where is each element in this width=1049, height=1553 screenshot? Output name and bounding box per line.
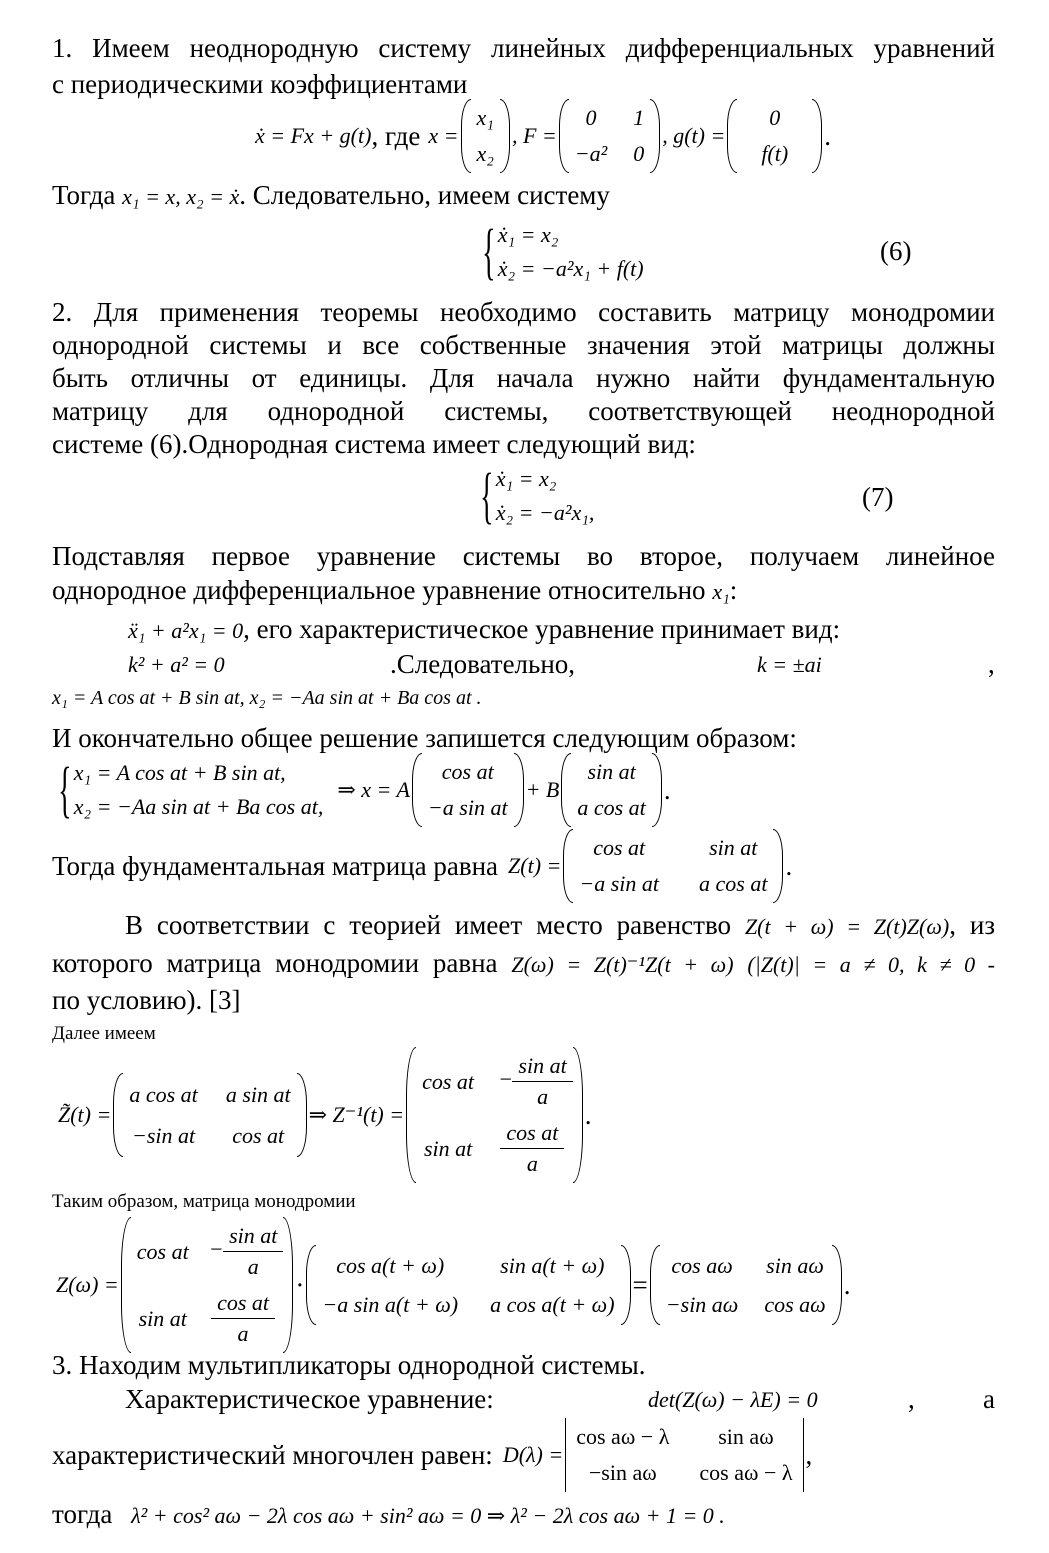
- equation-row: x₁ = A cos at + B sin at,: [73, 760, 286, 785]
- math: Z̃(t) =: [58, 1102, 112, 1127]
- text: В соответствии с теорией имеет место равенство: [125, 910, 732, 940]
- matrix-g: [727, 99, 822, 173]
- denominator: a: [223, 1251, 283, 1282]
- paren-right: [500, 99, 510, 173]
- numerator: cos at: [506, 1120, 559, 1145]
- equation-row: ẋ₁ = x₂: [495, 466, 557, 491]
- paren-right: [812, 99, 822, 173]
- paren-right: [832, 1245, 842, 1325]
- text-line: [52, 1499, 725, 1531]
- math: det(Z(ω) − λE) = 0: [648, 1387, 818, 1412]
- denominator: a: [500, 1148, 564, 1179]
- paren-right: [621, 1245, 631, 1325]
- matrix: [561, 753, 661, 827]
- text: Тогда фундаментальная матрица равна: [52, 851, 499, 881]
- math: x =: [428, 123, 459, 148]
- text: .: [843, 1270, 851, 1300]
- equation-row: ẋ₁ = x₂: [497, 222, 559, 247]
- cell: a cos a(t + ω): [490, 1291, 615, 1317]
- cell: f(t): [761, 141, 789, 166]
- cell: sin at: [423, 1135, 473, 1161]
- cell: 0: [633, 141, 645, 166]
- cell: 1: [633, 105, 645, 130]
- text: Характеристическое уравнение:: [125, 1384, 494, 1414]
- fraction: [518, 1051, 566, 1112]
- matrix: [412, 753, 524, 827]
- text: :: [729, 575, 738, 605]
- math: , F =: [511, 123, 557, 148]
- text-line: однородной системы и все собственные значения этой матрицы должны: [52, 330, 995, 360]
- text-line: Далее имеем: [52, 1023, 156, 1044]
- cell: a cos at: [577, 795, 646, 820]
- cell: −sin at: [132, 1122, 196, 1148]
- cell: −a²: [574, 141, 608, 166]
- inverse-matrix-equation: [58, 1054, 591, 1176]
- cell: sin aω: [766, 1252, 824, 1278]
- paren-right: [283, 1217, 293, 1353]
- cell: sin a(t + ω): [500, 1252, 605, 1278]
- cell: cos at: [593, 835, 646, 860]
- math: ·: [295, 1270, 305, 1300]
- matrix: [306, 1245, 630, 1325]
- paren-left: [727, 99, 737, 173]
- matrix: [113, 1073, 306, 1157]
- matrix-inverse: [406, 1047, 583, 1183]
- matrix-x: [461, 99, 510, 173]
- paren-left: [650, 1245, 660, 1325]
- cell: cos at: [136, 1238, 189, 1264]
- cell: cos at: [422, 1068, 475, 1094]
- denominator: a: [512, 1081, 572, 1112]
- numerator: sin at: [518, 1053, 567, 1078]
- text-line: по условию). [3]: [52, 985, 241, 1015]
- paren-right: [650, 99, 660, 173]
- equation-row: ẋ₂ = −a²x₁ + f(t): [497, 256, 644, 281]
- cell: cos at: [232, 1122, 285, 1148]
- cell: sin at: [709, 835, 758, 860]
- text-line: И окончательно общее решение запишется следующим образом:: [52, 723, 797, 753]
- cell: cos aω: [671, 1252, 733, 1278]
- text-line: Таким образом, матрица монодромии: [52, 1191, 356, 1212]
- cell: cos aω: [764, 1291, 826, 1317]
- text: . Следовательно, имеем систему: [239, 180, 610, 210]
- cell: −a sin at: [427, 795, 508, 820]
- sign: −: [498, 1066, 513, 1092]
- text-line: 1. Имеем неоднородную систему линейных дифференциальных уравнений: [52, 33, 995, 63]
- math: =: [632, 1270, 648, 1300]
- paren-left: [461, 99, 471, 173]
- paren-right: [573, 1047, 583, 1183]
- text: , из: [949, 910, 996, 940]
- text-line: быть отличны от единицы. Для начала нужно найти фундаментальную: [52, 363, 995, 393]
- monodromy-matrix-equation: [56, 1224, 850, 1346]
- text: , где: [371, 121, 421, 151]
- text: ,: [988, 649, 995, 679]
- math: x₁ = A cos at + B sin at, x₂ = −Aa sin at + Ba cos at .: [52, 687, 482, 709]
- cell: sin at: [587, 759, 636, 784]
- text: однородное дифференциальное уравнение относительно: [52, 575, 706, 605]
- math: ⇒ x = A: [337, 777, 410, 802]
- math: ẋ = Fx + g(t): [255, 123, 372, 148]
- denominator: a: [211, 1318, 275, 1349]
- text: .: [785, 851, 793, 881]
- cell: cos a(t + ω): [336, 1252, 445, 1278]
- cell: cos at: [441, 759, 494, 784]
- brace-icon: [58, 760, 71, 820]
- math: k = ±ai: [757, 652, 822, 677]
- text: характеристический многочлен равен:: [52, 1440, 493, 1470]
- text-line: 2. Для применения теоремы необходимо составить матрицу монодромии: [52, 297, 995, 327]
- cell: a cos at: [699, 871, 768, 896]
- cell: −a sin a(t + ω): [322, 1291, 459, 1317]
- text-line: с периодическими коэффициентами: [52, 69, 468, 99]
- equation-label: (7): [862, 482, 894, 512]
- equation-row: x₂ = −Aa sin at + Ba cos at,: [73, 794, 324, 819]
- math: D(λ) =: [502, 1442, 564, 1467]
- text: тогда: [52, 1499, 113, 1529]
- math: , g(t) =: [662, 123, 726, 148]
- paren-right: [773, 829, 783, 903]
- math: k² + a² = 0: [128, 652, 225, 677]
- text-line: 3. Находим мультипликаторы однородной системы.: [52, 1350, 646, 1380]
- equation-system-7: [472, 462, 594, 530]
- text-line: Подставляя первое уравнение системы во второе, получаем линейное: [52, 541, 995, 571]
- paren-left: [561, 753, 571, 827]
- paren-right: [514, 753, 524, 827]
- cell: cos aω − λ: [699, 1460, 793, 1485]
- text: а: [983, 1384, 995, 1414]
- text: , его характеристическое уравнение принимает вид:: [243, 614, 841, 644]
- cell: cos aω − λ: [576, 1424, 670, 1449]
- characteristic-polynomial-line: [52, 1418, 812, 1492]
- math: ẍ₁ + a²x₁ = 0: [128, 618, 244, 643]
- text: ,: [908, 1384, 915, 1414]
- paren-left: [559, 99, 569, 173]
- cell: [209, 1221, 278, 1282]
- fraction: [229, 1221, 277, 1282]
- cell: sin at: [138, 1305, 187, 1331]
- cell: −sin aω: [588, 1460, 657, 1485]
- text-line: системе (6).Однородная система имеет следующий вид:: [52, 429, 696, 459]
- paren-left: [406, 1047, 416, 1183]
- numerator: cos at: [217, 1290, 270, 1315]
- sign: −: [208, 1236, 224, 1262]
- text: Тогда: [52, 180, 116, 210]
- equation-system-definition: [255, 102, 831, 170]
- cell: 0: [585, 105, 597, 130]
- math: λ² + cos² aω − 2λ cos aω + sin² aω = 0 ⇒ λ² − 2λ cos aω + 1 = 0 .: [131, 1503, 725, 1528]
- paren-left: [412, 753, 422, 827]
- text: которого матрица монодромии равна: [52, 948, 498, 978]
- math: x₁ = x, x₂ = ẋ: [122, 184, 240, 209]
- cell: [498, 1051, 567, 1112]
- matrix: [563, 829, 783, 903]
- cell: −sin aω: [665, 1291, 739, 1317]
- paren-left: [113, 1073, 123, 1157]
- matrix-inverse: [121, 1217, 294, 1353]
- text-line: [52, 574, 995, 608]
- cell: 0: [769, 105, 781, 130]
- brace-icon: [480, 466, 493, 526]
- fraction: [217, 1288, 269, 1349]
- brace-icon: [482, 222, 495, 282]
- cell: −a sin at: [579, 871, 660, 896]
- text: .Следовательно,: [390, 649, 576, 679]
- numerator: sin at: [229, 1223, 278, 1248]
- text-line: [52, 947, 995, 981]
- cell: a sin at: [225, 1081, 291, 1107]
- paren-left: [563, 829, 573, 903]
- matrix-F: [559, 99, 660, 173]
- equation-row: ẋ₂ = −a²x₁,: [495, 500, 595, 525]
- equation-system-6: [474, 218, 644, 286]
- text-line: матрицу для однородной системы, соответствующей неоднородной: [52, 396, 995, 426]
- text: .: [584, 1100, 592, 1130]
- matrix: [650, 1245, 842, 1325]
- cell: sin aω: [718, 1424, 774, 1449]
- determinant: [565, 1418, 803, 1492]
- text-line: [128, 614, 840, 646]
- equation-label: (6): [880, 236, 912, 266]
- paren-right: [652, 753, 662, 827]
- fundamental-matrix-line: [52, 830, 792, 902]
- math: + B: [525, 777, 560, 802]
- bar-left: [565, 1418, 566, 1492]
- math: ⇒ Z⁻¹(t) =: [308, 1102, 405, 1127]
- text: .: [824, 121, 831, 151]
- cell: x₁: [476, 105, 494, 130]
- math: (|Z(t)| = a ≠ 0, k ≠ 0 -: [747, 952, 995, 977]
- paren-left: [121, 1217, 131, 1353]
- cell: x₂: [476, 141, 494, 166]
- text-line: [52, 179, 995, 213]
- paren-right: [297, 1073, 307, 1157]
- text-line: [125, 909, 995, 943]
- math: x₁: [712, 579, 730, 604]
- math: Z(ω) =: [56, 1272, 119, 1297]
- math: Z(t) =: [508, 853, 562, 878]
- bar-right: [803, 1418, 804, 1492]
- math: Z(t + ω) = Z(t)Z(ω): [744, 914, 950, 939]
- fraction: [506, 1118, 558, 1179]
- text: ,: [805, 1440, 813, 1470]
- cell: a cos at: [129, 1081, 198, 1107]
- math: Z(ω) = Z(t)⁻¹Z(t + ω): [511, 952, 734, 977]
- paren-left: [306, 1245, 316, 1325]
- text: .: [663, 775, 671, 805]
- general-solution: [50, 752, 671, 828]
